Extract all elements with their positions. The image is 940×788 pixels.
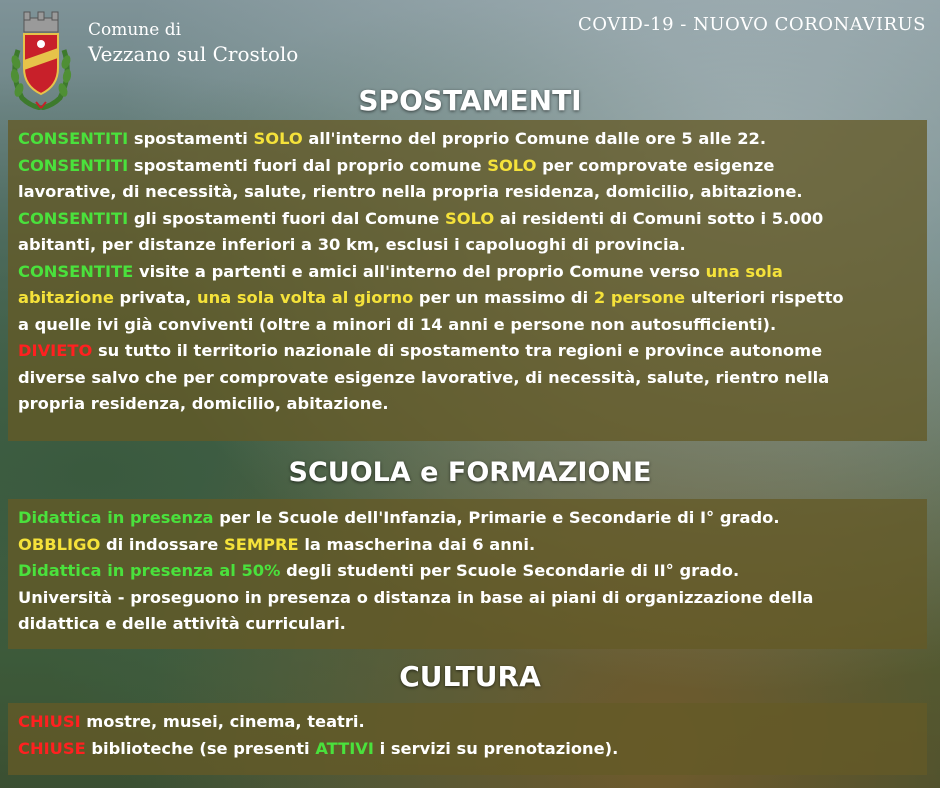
text-line [18,179,917,206]
highlight-text: SOLO [445,208,495,228]
town-label-prefix: Comune di [88,20,182,40]
body-text: ulteriori rispetto [685,288,844,307]
panel-scuola [8,499,927,649]
section-title-spostamenti: SPOSTAMENTI [358,84,582,117]
highlight-text: 2 persone [593,288,686,307]
highlight-text: CHIUSI [18,712,81,731]
covid-title: COVID-19 - NUOVO CORONAVIRUS [578,14,926,35]
body-text: gli spostamenti fuori dal Comune [128,208,446,228]
body-text: spostamenti fuori dal proprio comune [128,155,488,175]
body-text: i servizi su prenotazione). [373,738,619,758]
text-line [18,312,917,339]
highlight-text: una sola [705,261,783,281]
text-line [18,611,917,638]
header [0,0,940,90]
body-text: degli studenti per Scuole Secondarie di II° grado. [280,561,740,580]
section-title-cultura: CULTURA [399,660,541,693]
highlight-text: CONSENTITE [18,261,134,281]
body-text: spostamenti [128,129,254,148]
text-line [18,709,917,736]
body-text: abitanti, per distanze inferiori a 30 km, esclusi i capoluoghi di provincia. [18,235,686,254]
panel-spostamenti [8,120,927,441]
text-line [18,338,917,365]
body-text: per un massimo di [413,288,594,307]
body-text: visite a partenti e amici all'interno del proprio Comune verso [133,261,706,281]
text-line [18,126,917,153]
text-line [18,365,917,392]
town-name: Vezzano sul Crostolo [88,42,299,66]
highlight-text: SEMPRE [224,534,299,554]
highlight-text: Didattica in presenza al 50% [18,561,281,580]
highlight-text: abitazione [18,288,114,307]
highlight-text: SOLO [253,129,303,148]
highlight-text: DIVIETO [18,341,93,360]
highlight-text: ATTIVI [315,738,374,758]
body-text: biblioteche (se presenti [85,738,316,758]
section-title-scuola: SCUOLA e FORMAZIONE [288,457,652,488]
body-text: per le Scuole dell'Infanzia, Primarie e Secondarie di I° grado. [213,508,780,527]
text-line [18,558,917,585]
body-text: all'interno del proprio Comune dalle ore 5 alle 22. [302,129,767,148]
text-line [18,505,917,532]
text-line [18,532,917,559]
highlight-text: CONSENTITI [18,208,129,228]
text-line [18,585,917,612]
body-text: su tutto il territorio nazionale di spostamento tra regioni e province autonome [92,341,823,360]
highlight-text: CHIUSE [18,738,86,758]
body-text: Università - proseguono in presenza o distanza in base ai piani di organizzazione della [18,587,814,607]
text-line [18,153,917,180]
highlight-text: OBBLIGO [18,534,101,554]
highlight-text: una sola volta al giorno [197,288,414,307]
body-text: privata, [113,288,198,307]
body-text: didattica e delle attività curriculari. [18,614,346,633]
text-line [18,206,917,233]
body-text: mostre, musei, cinema, teatri. [80,712,365,731]
text-line [18,285,917,312]
body-text: lavorative, di necessità, salute, rientro nella propria residenza, domicilio, abitazione. [18,182,803,201]
body-text: propria residenza, domicilio, abitazione. [18,394,389,413]
body-text: per comprovate esigenze [536,155,775,175]
highlight-text: CONSENTITI [18,155,129,175]
body-text: la mascherina dai 6 anni. [298,534,536,554]
body-text: a quelle ivi già conviventi (oltre a minori di 14 anni e persone non autosufficienti). [18,314,777,334]
highlight-text: SOLO [487,155,537,175]
text-line [18,736,917,763]
text-line [18,391,917,418]
text-line [18,232,917,259]
highlight-text: CONSENTITI [18,129,129,148]
body-text: ai residenti di Comuni sotto i 5.000 [494,208,824,228]
body-text: diverse salvo che per comprovate esigenze lavorative, di necessità, salute, rientro nella [18,367,830,387]
highlight-text: Didattica in presenza [18,508,214,527]
body-text: di indossare [100,534,224,554]
panel-cultura [8,703,927,775]
text-line [18,259,917,286]
